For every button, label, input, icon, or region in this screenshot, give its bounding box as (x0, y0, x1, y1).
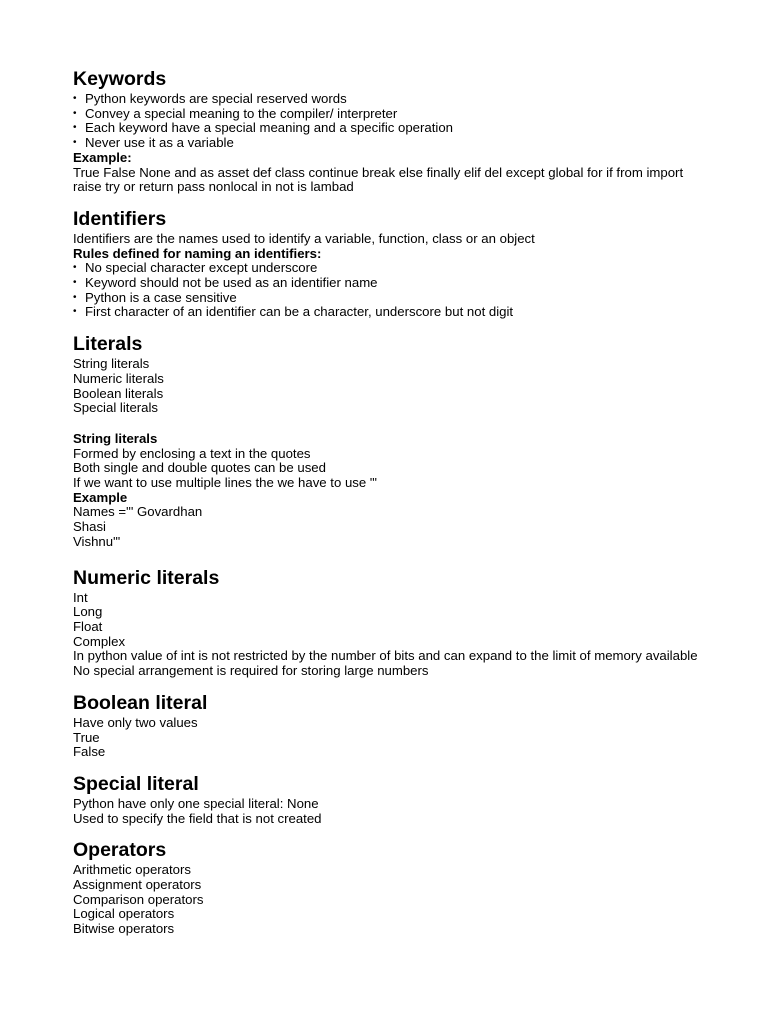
keywords-bullet (73, 121, 713, 136)
identifiers-intro: Identifiers are the names used to identify a variable, function, class or an object (73, 230, 535, 246)
identifiers-heading: Identifiers (73, 207, 167, 230)
numeric-literals-line: Float (73, 618, 103, 634)
numeric-literals-section (73, 566, 713, 679)
identifiers-bullet-text: Python is a case sensitive (85, 289, 237, 305)
bullet-icon: • (73, 262, 77, 274)
numeric-literals-line: Int (73, 589, 88, 605)
identifiers-bullet-text: No special character except underscore (85, 260, 318, 276)
boolean-literal-line: True (73, 729, 100, 745)
keywords-bullet-text: Python keywords are special reserved words (85, 91, 347, 106)
literals-section (73, 332, 713, 549)
identifiers-bullet-text: Keyword should not be used as an identifier name (85, 275, 378, 291)
keywords-bullet (73, 136, 713, 151)
bullet-icon: • (73, 291, 77, 303)
bullet-icon: • (73, 93, 77, 104)
boolean-literal-heading: Boolean literal (73, 691, 208, 714)
literals-item: String literals (73, 356, 150, 372)
identifiers-bullet (73, 305, 713, 320)
keywords-bullet-text: Never use it as a variable (85, 135, 234, 151)
boolean-literal-section (73, 691, 713, 760)
string-literals-line: Both single and double quotes can be used (73, 460, 326, 476)
numeric-literals-line: Long (73, 604, 103, 620)
bullet-icon: • (73, 122, 77, 134)
operators-section (73, 838, 713, 937)
bullet-icon: • (73, 306, 77, 318)
operators-heading: Operators (73, 839, 167, 862)
operators-line: Logical operators (73, 906, 175, 922)
string-literals-example-line: Vishnu"' (73, 533, 121, 549)
identifiers-bullet-text: First character of an identifier can be a character, underscore but not digit (85, 304, 514, 320)
special-literal-section (73, 772, 713, 826)
identifiers-bullet (73, 276, 713, 291)
literals-item: Boolean literals (73, 385, 164, 401)
boolean-literal-line: False (73, 744, 106, 760)
string-literals-line: Formed by enclosing a text in the quotes (73, 445, 311, 461)
identifiers-rules-label: Rules defined for naming an identifiers: (73, 245, 322, 261)
string-literals-example-line: Shasi (73, 519, 106, 535)
string-literals-line: If we want to use multiple lines the we have to use "' (73, 475, 378, 491)
keywords-bullet-text: Each keyword have a special meaning and a specific operation (85, 120, 454, 136)
keywords-bullet-text: Convey a special meaning to the compiler/ interpreter (85, 105, 398, 121)
keywords-example-label: Example: (73, 149, 132, 165)
special-literal-line: Python have only one special literal: None (73, 795, 319, 811)
string-literals-example-line: Names ="' Govardhan (73, 504, 203, 520)
bullet-icon: • (73, 277, 77, 289)
special-literal-heading: Special literal (73, 772, 199, 795)
bullet-icon: • (73, 107, 77, 119)
identifiers-section (73, 207, 713, 320)
bullet-icon: • (73, 137, 77, 149)
spacer (73, 416, 713, 432)
string-literals-example-label: Example (73, 489, 128, 505)
string-literals-subheading: String literals (73, 430, 158, 446)
document-page (73, 67, 713, 937)
operators-line: Assignment operators (73, 877, 202, 893)
operators-line: Bitwise operators (73, 921, 175, 937)
boolean-literal-line: Have only two values (73, 714, 198, 730)
identifiers-bullet (73, 261, 713, 276)
literals-item: Numeric literals (73, 370, 164, 386)
keywords-section (73, 67, 713, 195)
keywords-bullet (73, 92, 713, 107)
identifiers-bullet (73, 291, 713, 306)
special-literal-line: Used to specify the field that is not created (73, 810, 322, 826)
numeric-literals-paragraph: In python value of int is not restricted by the number of bits and can expand to the limit of memory available (73, 648, 698, 664)
keywords-heading: Keywords (73, 68, 167, 90)
literals-heading: Literals (73, 333, 143, 356)
numeric-literals-paragraph: No special arrangement is required for storing large numbers (73, 663, 429, 679)
keywords-bullet (73, 107, 713, 122)
numeric-literals-line: Complex (73, 633, 126, 649)
literals-item: Special literals (73, 400, 159, 416)
numeric-literals-heading: Numeric literals (73, 566, 220, 589)
keywords-example-text: True False None and as asset def class continue break else finally elif del except global for if from import raise try or return pass nonlocal in not is lambad (73, 164, 684, 195)
operators-line: Arithmetic operators (73, 862, 191, 878)
operators-line: Comparison operators (73, 891, 204, 907)
